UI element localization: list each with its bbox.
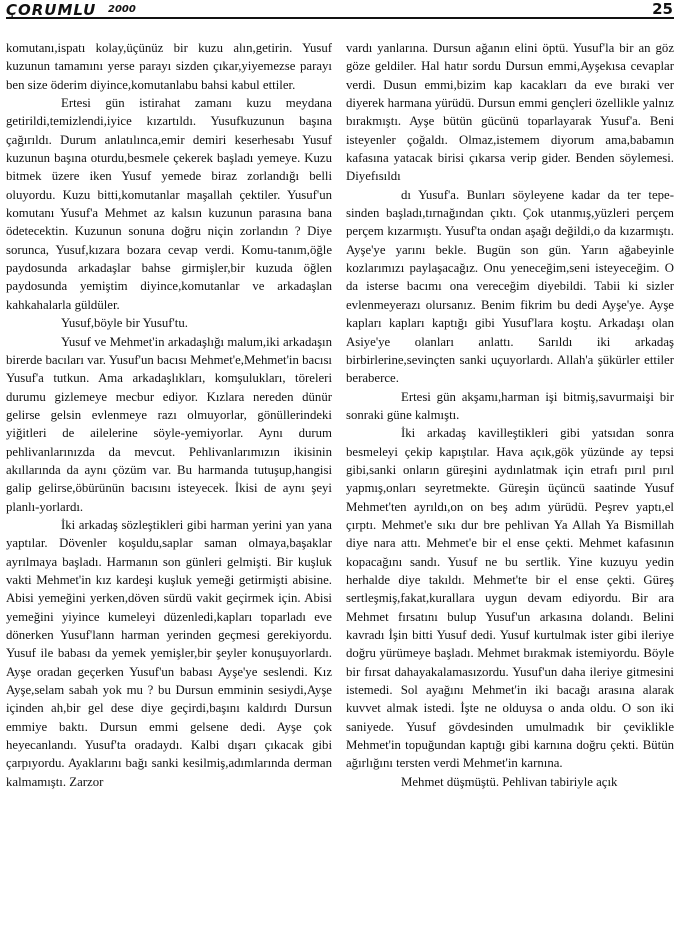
- issue-year: 2000: [108, 4, 136, 15]
- magazine-logo: ÇORUMLU: [6, 1, 97, 19]
- paragraph: Mehmet düşmüştü. Pehlivan tabiriyle açık: [401, 774, 618, 789]
- paragraph: Ertesi gün istirahat zamanı kuzu meydana getirildi,temizlendi,iyice kızartıldı. Yusufkuzunun başına çağırıldı. Durum anlatılınca,emir demiri keserhesabı Yusuf kuzunun başına oturdu,besmele çekerek başladı yemeye. Kuzu bitmek üzere iken Yusuf yemede biraz zorlandığı belli oluyordu. Kuzu bitti,komutanlar maşallah çektiler. Yusuf'un komutanı Yusuf'a Mehmet az kalsın kuzunun parasına bana ödetecektin. Kuzunun sonuna doğru niçin zorlandın ? Diye sorunca, Yusuf,kızara bozara cevap verdi. Komu-tanım,öğle paydosunda arkadaşlar bahse girmişler,bir kuzuda öğlen paydosunda yemiştim diyince,komutanlar ve arkadaşlan kahkahalarla güldüler.: [6, 96, 332, 312]
- left-column: [6, 39, 332, 929]
- paragraph: İki arkadaş kavilleştikleri gibi yatsıdan sonra besmeleyi çekip kapıştılar. Hava açık,gök yüzünde ay tepsi gibi,sanki onların güreşini aydınlatmak için etrafı pırıl pırıl yapmış,onları seyretmekte. Güreşin üçüncü saatinde Yusuf Mehmet'ten ayrıldı,on on beş adım yürüdü. Peşrev yaptı,el çırptı. Mehmet'e sıkı dur bre pehlivan Ya Allah Ya Bismillah diye nara attı. Mehmet'e bir el ense çekti. Mehmet kafasının kopacağını sandı. Yusuf ne bu sertlik. Yine kuzuyu yedin herhalde diye takıldı. Mehmet'te bir el ense çekti. Güreş sertleşmiş,fakat,kurallara uygun devam ediyordu. Bir ara Mehmet fırsatını bulup Yusuf'un arkasına dolandı. Belini kavradı İşin bitti Yusuf dedi. Yusuf kurtulmak ister gibi ileriye doğru yürümeye başladı. Mehmet bırakmak istemiyordu. Böyle bir fırsat dahayakalamasızordu. Yusuf'un daha ileriye gitmesini istemedi. Sol ayağını Mehmet'in iki bacağı arasına alarak kuvvet almak istedi. İşte ne olduysa o anda oldu. O son iki saniyede. Yusuf gövdesinden umulmadık bir çeviklikle Mehmet'in topuğundan kaptığı gibi karnına doğru çekti. Bütün ağırlığını tersten verdi Mehmet'in karnına.: [346, 426, 674, 771]
- paragraph: dı Yusuf'a. Bunları söyleyene kadar da ter tepe-sinden başladı,tırnağından çıktı. Çok utanmış,yüzleri perçem perçem kızarmıştı. Yusuf'ta ondan aşağı değildi,o da kızarmıştı. Ayşe'ye yarını bekle. Bugün son gün. Yarın ağabeyinle kozlarımızı paylaşacağız. Onu yeneceğim,seni isteyeceğim. O da isterse bacımı ona vereceğim diyebildi. Tabii ki sizler evlenmeyerazı olursanız. Benim fikrim bu dedi Ayşe'ye. Ayşe kapları kapları kaptığı gibi Yusuf'lara koştu. Arkadaşı olan Asiye'ye olanları anlattı. Sarıldı iki arkadaş birbirlerine,sevinçten sanki uçuyorlardı. Allah'a şükürler ettiler beraberce.: [346, 187, 674, 386]
- page-number: 25: [652, 0, 673, 18]
- paragraph: vardı yanlarına. Dursun ağanın elini öptü. Yusuf'la bir an göz göze geldiler. Hal hatır sordu Dursun emmi,Ayşekısa cevaplar verdi. Dusun emmi,bizim kap kacakları da eve bıraki ver diyerek harmana yürüdü. Dursun emmi gençleri özellikle yalnız bırakmıştı. Ayşe bütün gücünü toparlayarak Yusuf'a. Beni isteyenler çoğaldı. Olmaz,istemem diyorum ama,babamın kafasına yatacak birisi çıkarsa verip gider. Benden söylemesi. Diyefısıldı: [346, 41, 674, 184]
- header-rule: [6, 17, 674, 19]
- paragraph: Yusuf ve Mehmet'in arkadaşlığı malum,iki arkadaşın birerde bacıları var. Yusuf'un bacısı Mehmet'e,Mehmet'in bacısı Yusuf'a tutkun. Ama arkadaşlıkları, komşulukları, töreleri durumu gizlemeye mecbur ediyor. Kızlara nereden dünür gelirse gelsin evlenmeye razı olmuyorlar, gönüllerindeki yiğitleri de ailelerine söyle-yemiyorlar. Aynı durum pehlivanlarınızda da mevcut. Pehlivanlarımızın ikisinin akıllarında da aynı çözüm var. Bu harmanda tutuşup,hangisi galip gelirse,öbürünün bacısını isteyecek. İkisi de aynı şeyi planlı-yorlardı.: [6, 334, 332, 514]
- paragraph: Ertesi gün akşamı,harman işi bitmiş,savurmaişi bir sonraki güne kalmıştı.: [346, 389, 674, 422]
- page-header: [0, 0, 681, 20]
- paragraph: İki arkadaş sözleştikleri gibi harman yerini yan yana yaptılar. Dövenler koşuldu,saplar saman olmaya,başaklar ayrılmaya başladı. Harmanın son günleri gelmişti. Bir kuşluk vakti Mehmet'in kız kardeşi kuşluk yemeği getirmişti abisine. Abisi yemeğini yerken,döven sürdü vakit geçirmek için. Abisi yemeğini yiyince kumeleyi düzenledi,kapları toparladı eve dönerken Yusuf'lann harman yerinden geçmesi gerekiyordu. Yusuf ile babası da yemek yemişler,bir şeyler konuşuyorlardı. Ayşe oradan geçerken Yusuf'un babası Ayşe'ye seslendi. Kız Ayşe,selam sabah yok mu ? bu Dursun emminin sesiydi,Ayşe içinden ah,bir gel dese diye geçirdi,başını kaldırdı Dursun emmiye baktı. Dursun emmi gelsene dedi. Ayşe çok heyecanlandı. Yusuf'ta oradaydı. Kalbi dışarı çıkacak gibi çarpıyordu. Ayaklarını bağı sanki kesilmiş,adımlarında derman kalmamıştı. Zarzor: [6, 517, 332, 789]
- paragraph: Yusuf,böyle bir Yusuf'tu.: [61, 316, 188, 331]
- right-column: [346, 39, 674, 929]
- paragraph: komutanı,ispatı kolay,üçünüz bir kuzu alın,getirin. Yusuf kuzunun tamamını yerse parayı sizden çıkar,yiyemezse parayı ben size öderim diyince,komutanlabu bahsi kabul ettiler.: [6, 41, 332, 92]
